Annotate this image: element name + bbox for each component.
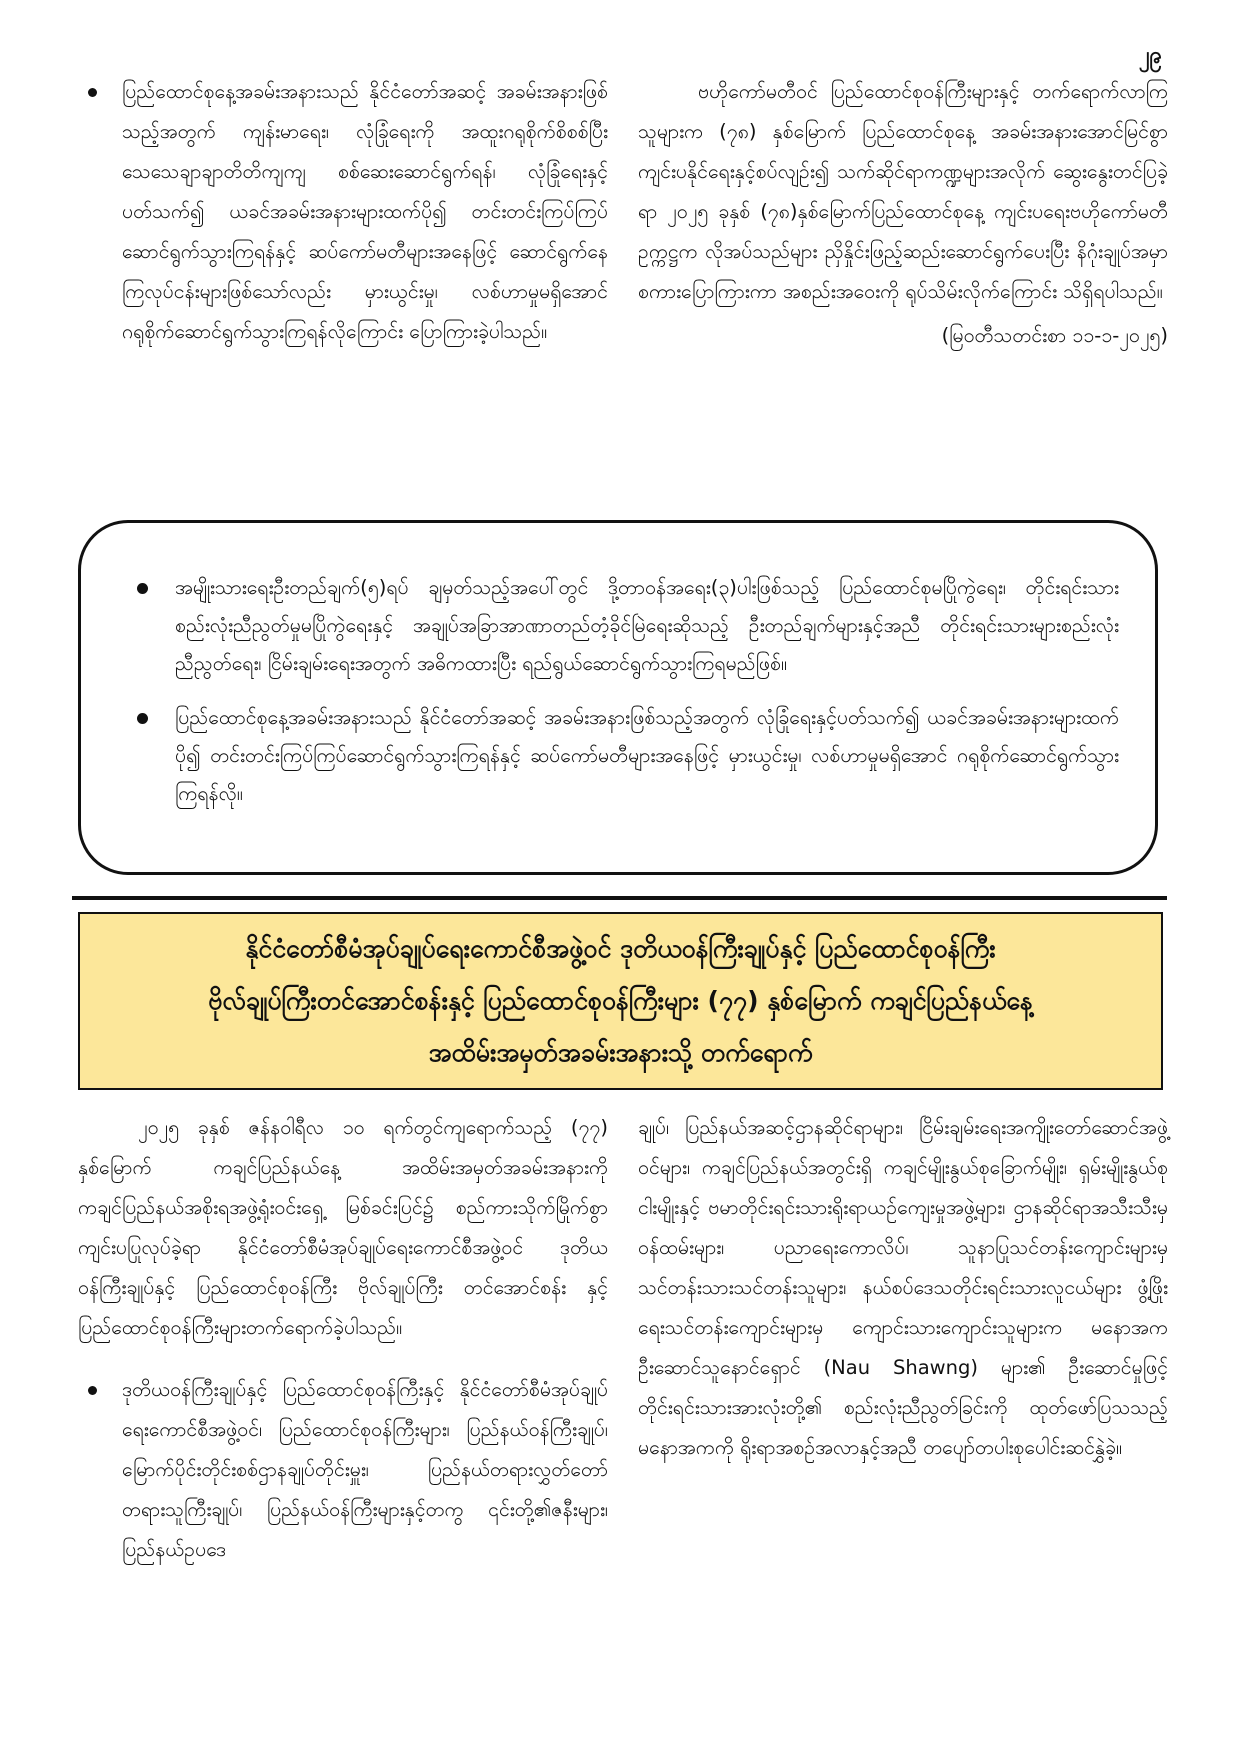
bottom-right-paragraph: ချုပ်၊ ပြည်နယ်အဆင့်ဌာနဆိုင်ရာများ၊ ငြိမ်းချမ်းရေးအကျိုးတော်ဆောင်အဖွဲ့ဝင်များ၊ ကချင်ပြည်နယ်အတွင်းရှိ ကချင်မျိုးနွယ်စုခြောက်မျိုး၊ ရှမ်းမျိုးနွယ်စုငါးမျိုးနှင့် ဗမာတိုင်းရင်းသားရိုးရာယဉ်ကျေးမှုအဖွဲ့များ၊ ဌာနဆိုင်ရာအသီးသီးမှဝန်ထမ်းများ၊ ပညာရေးကောလိပ်၊ သူနာပြုသင်တန်းကျောင်းများမှ သင်တန်းသားသင်တန်းသူများ၊ နယ်စပ်ဒေသတိုင်းရင်းသားလူငယ်များ ဖွံ့ဖြိုးရေးသင်တန်းကျောင်းများမှ ကျောင်းသားကျောင်းသူများက မနောအကဦးဆောင်သူနောင်ရှောင် (Nau Shawng) များ၏ ဦးဆောင်မှုဖြင့် တိုင်းရင်းသားအားလုံးတို့၏ စည်းလုံးညီညွတ်ခြင်းကို ထုတ်ဖော်ပြသသည့်မနောအကကို ရိုးရာအစဉ်အလာနှင့်အညီ တပျော်တပါးစုပေါင်းဆင်နွှဲခဲ့။ (638, 1116, 1168, 1459)
bottom-left-column (78, 1108, 608, 1570)
section-divider (72, 896, 1167, 900)
page-number: ၂၉ (1138, 43, 1162, 68)
bullet-dot-icon (88, 88, 97, 97)
spacer (78, 1348, 608, 1370)
bullet-dot-icon (137, 713, 148, 724)
top-right-column (638, 72, 1168, 356)
bottom-left-bullet (78, 1370, 608, 1570)
highlight-item-text: ပြည်ထောင်စုနေ့အခမ်းအနားသည် နိုင်ငံတော်အဆင့် အခမ်းအနားဖြစ်သည့်အတွက် လုံခြုံရေးနှင့်ပတ်သက်၍ ယခင်အခမ်းအနားများထက်ပို၍ တင်းတင်းကြပ်ကြပ်ဆောင်ရွက်သွားကြရန်နှင့် ဆပ်ကော်မတီများအနေဖြင့် မှားယွင်းမှု၊ လစ်ဟာမှုမရှိအောင် ဂရုစိုက်ဆောင်ရွက်သွားကြရန်လို။ (175, 706, 1119, 805)
headline-line-2: ဗိုလ်ချုပ်ကြီးတင်အောင်စန်းနှင့် ပြည်ထောင်စုဝန်ကြီးများ (၇၇) နှစ်မြောက် ကချင်ပြည်နယ်နေ့ (208, 986, 1033, 1015)
bottom-left-bullet-text: ဒုတိယဝန်ကြီးချုပ်နှင့် ပြည်ထောင်စုဝန်ကြီးနှင့် နိုင်ငံတော်စီမံအုပ်ချုပ်ရေးကောင်စီအဖွဲ့ဝင်၊ ပြည်ထောင်စုဝန်ကြီးများ၊ ပြည်နယ်ဝန်ကြီးချုပ်၊ မြောက်ပိုင်းတိုင်းစစ်ဌာနချုပ်တိုင်းမှူး၊ ပြည်နယ်တရားလွှတ်တော်တရားသူကြီးချုပ်၊ ပြည်နယ်ဝန်ကြီးများနှင့်တကွ ၎င်းတို့၏ဇနီးများ၊ ပြည်နယ်ဥပဒေ (122, 1378, 608, 1561)
headline-banner (78, 912, 1163, 1090)
bottom-right-column (638, 1108, 1168, 1570)
top-left-column (78, 72, 608, 356)
highlight-box (78, 520, 1158, 875)
bullet-dot-icon (137, 583, 148, 594)
top-right-paragraph: ဗဟိုကော်မတီဝင် ပြည်ထောင်စုဝန်ကြီးများနှင့် တက်ရောက်လာကြသူများက (၇၈) နှစ်မြောက် ပြည်ထောင်စုနေ့ အခမ်းအနားအောင်မြင်စွာကျင်းပနိုင်ရေးနှင့်စပ်လျဉ်း၍ သက်ဆိုင်ရာကဏ္ဍများအလိုက် ဆွေးနွေးတင်ပြခဲ့ရာ ၂၀၂၅ ခုနှစ် (၇၈)နှစ်မြောက်ပြည်ထောင်စုနေ့ ကျင်းပရေးဗဟိုကော်မတီဥက္ကဋ္ဌက လိုအပ်သည်များ ညှိနှိုင်းဖြည့်ဆည်းဆောင်ရွက်ပေးပြီး နိဂုံးချုပ်အမှာစကားပြောကြားကာ အစည်းအဝေးကို ရုပ်သိမ်းလိုက်ကြောင်း သိရှိရပါသည်။ (638, 80, 1168, 303)
bullet-dot-icon (88, 1386, 97, 1395)
top-left-bullet-text: ပြည်ထောင်စုနေ့အခမ်းအနားသည် နိုင်ငံတော်အဆင့် အခမ်းအနားဖြစ်သည့်အတွက် ကျန်းမာရေး၊ လုံခြုံရေးကို အထူးဂရုစိုက်စိစစ်ပြီး သေသေချာချာတိတိကျကျ စစ်ဆေးဆောင်ရွက်ရန်၊ လုံခြုံရေးနှင့်ပတ်သက်၍ ယခင်အခမ်းအနားများထက်ပို၍ တင်းတင်းကြပ်ကြပ်ဆောင်ရွက်သွားကြရန်နှင့် ဆပ်ကော်မတီများအနေဖြင့် ဆောင်ရွက်နေကြလုပ်ငန်းများဖြစ်သော်လည်း မှားယွင်းမှု၊ လစ်ဟာမှုမရှိအောင် ဂရုစိုက်ဆောင်ရွက်သွားကြရန်လိုကြောင်း ပြောကြားခဲ့ပါသည်။ (122, 80, 608, 343)
top-section (78, 72, 1168, 356)
highlight-item-text: အမျိုးသားရေးဦးတည်ချက်(၅)ရပ် ချမှတ်သည့်အပေါ်တွင် ဒို့တာဝန်အရေး(၃)ပါးဖြစ်သည့် ပြည်ထောင်စုမပြိုကွဲရေး၊ တိုင်းရင်းသားစည်းလုံးညီညွတ်မှုမပြိုကွဲရေးနှင့် အချုပ်အခြာအာဏာတည်တံ့ခိုင်မြဲရေးဆိုသည့် ဦးတည်ချက်များနှင့်အညီ တိုင်းရင်းသားများစည်းလုံးညီညွတ်ရေး၊ ငြိမ်းချမ်းရေးအတွက် အဓိကထားပြီး ရည်ရွယ်ဆောင်ရွက်သွားကြရမည်ဖြစ်။ (175, 576, 1119, 675)
top-left-bullet (78, 72, 608, 352)
highlight-item (117, 699, 1119, 813)
bottom-section (78, 1108, 1168, 1570)
source-citation: (မြဝတီသတင်းစာ ၁၁-၁-၂၀၂၅) (941, 324, 1168, 347)
headline-line-1: နိုင်ငံတော်စီမံအုပ်ချုပ်ရေးကောင်စီအဖွဲ့ဝင် ဒုတိယဝန်ကြီးချုပ်နှင့် ပြည်ထောင်စုဝန်ကြီး (245, 934, 996, 963)
highlight-item (117, 569, 1119, 683)
headline-line-3: အထိမ်းအမှတ်အခမ်းအနားသို့ တက်ရောက် (428, 1038, 813, 1067)
bottom-left-paragraph: ၂၀၂၅ ခုနှစ် ဇန်နဝါရီလ ၁၀ ရက်တွင်ကျရောက်သည့် (၇၇) နှစ်မြောက် ကချင်ပြည်နယ်နေ့ အထိမ်းအမှတ်အခမ်းအနားကို ကချင်ပြည်နယ်အစိုးရအဖွဲ့ရုံးဝင်းရှေ့ မြစ်ခင်းပြင်၌ စည်ကားသိုက်မြိုက်စွာကျင်းပပြုလုပ်ခဲ့ရာ နိုင်ငံတော်စီမံအုပ်ချုပ်ရေးကောင်စီအဖွဲ့ဝင် ဒုတိယဝန်ကြီးချုပ်နှင့် ပြည်ထောင်စုဝန်ကြီး ဗိုလ်ချုပ်ကြီး တင်အောင်စန်း နှင့် ပြည်ထောင်စုဝန်ကြီးများတက်ရောက်ခဲ့ပါသည်။ (78, 1116, 608, 1339)
